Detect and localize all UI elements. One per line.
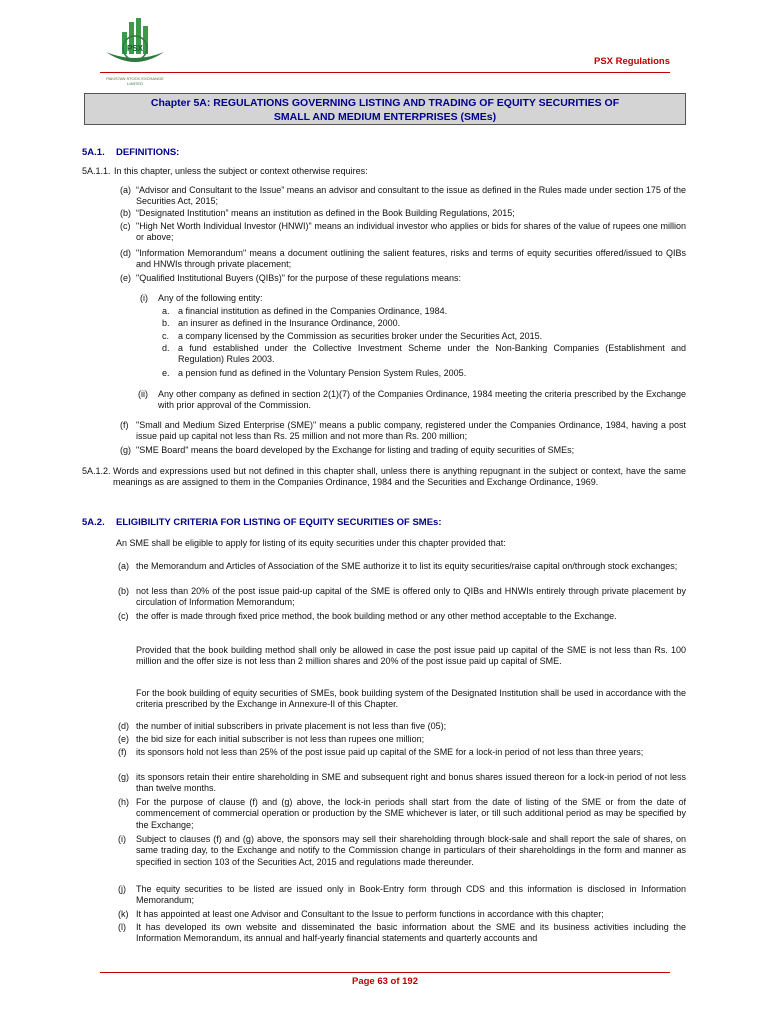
definition-item: "Information Memorandum" means a document outlining the salient features, risks and terms of equity securities offered/issued to QIBs and HNWIs through private placement;: [136, 248, 686, 270]
section-number: 5A.1.: [82, 147, 105, 158]
list-marker: (e): [120, 273, 131, 283]
clause-number: 5A.1.2.: [82, 466, 111, 476]
chapter-title-line2: SMALL AND MEDIUM ENTERPRISES (SMEs): [273, 111, 497, 123]
header-divider: [100, 72, 670, 73]
list-marker: (i): [140, 293, 148, 303]
list-marker: (a): [120, 185, 131, 195]
criteria-item: It has appointed at least one Advisor and Consultant to the Issue to perform functions in accordance with this chapter;: [136, 909, 604, 919]
list-marker: (ii): [138, 389, 148, 399]
list-marker: (a): [118, 561, 129, 571]
definition-item: "Qualified Institutional Buyers (QIBs)" for the purpose of these regulations means:: [136, 273, 462, 283]
criteria-item: It has developed its own website and disseminated the basic information about the SME and its business activities including the Information Memorandum, its annual and half-yearly financial statements and quarterly accounts and: [136, 922, 686, 944]
section-intro: An SME shall be eligible to apply for listing of its equity securities under this chapter provided that:: [116, 538, 506, 548]
list-marker: (k): [118, 909, 129, 919]
proviso-paragraph: For the book building of equity securities of SMEs, book building system of the Designated Institution shall be used in accordance with the criteria prescribed by the Exchange in Annexure-II of this Chapter.: [136, 688, 686, 710]
list-marker: (l): [118, 922, 126, 932]
criteria-item: Subject to clauses (f) and (g) above, the sponsors may sell their shareholding through block-sale and shall report the sale of shares, on same trading day, to the Exchange and notify to the Commission change in particulars of their shareholdings in the form and manner as specified in section 103 of the Securities Act, 2015 and regulations made thereunder.: [136, 834, 686, 867]
list-marker: (c): [120, 221, 131, 231]
criteria-item: the number of initial subscribers in private placement is not less than five (05);: [136, 721, 447, 731]
list-marker: (d): [118, 721, 129, 731]
criteria-item: its sponsors retain their entire shareholding in SME and subsequent right and bonus shares issued thereon for a lock-in period of not less than twelve months.: [136, 772, 686, 794]
criteria-item: The equity securities to be listed are issued only in Book-Entry form through CDS and this information is disclosed in Information Memorandum;: [136, 884, 686, 906]
list-marker: d.: [162, 343, 170, 353]
definition-item: "Small and Medium Sized Enterprise (SME)" means a public company, registered under the Companies Ordinance, 1984, having a post issue paid up capital not less than Rs. 25 million and not more than Rs. 200 million;: [136, 420, 686, 442]
criteria-item: its sponsors hold not less than 25% of the post issue paid up capital of the SME for a lock-in period of not less than three years;: [136, 747, 644, 757]
list-marker: c.: [162, 331, 170, 341]
entity-item: a pension fund as defined in the Voluntary Pension System Rules, 2005.: [178, 368, 467, 378]
list-marker: (f): [118, 747, 127, 757]
criteria-item: the offer is made through fixed price method, the book building method or any other method acceptable to the Exchange.: [136, 611, 617, 621]
list-marker: e.: [162, 368, 170, 378]
entity-item: a financial institution as defined in the Companies Ordinance, 1984.: [178, 306, 448, 316]
list-marker: b.: [162, 318, 170, 328]
definition-item: “Designated Institution” means an institution as defined in the Book Building Regulations, 2015;: [136, 208, 515, 218]
clause-number: 5A.1.1.: [82, 166, 111, 176]
psx-logo: [100, 14, 170, 76]
list-marker: (j): [118, 884, 126, 894]
list-marker: (g): [120, 445, 131, 455]
list-marker: (g): [118, 772, 129, 782]
list-marker: (i): [118, 834, 126, 844]
list-marker: (e): [118, 734, 129, 744]
section-title: ELIGIBILITY CRITERIA FOR LISTING OF EQUITY SECURITIES OF SMEs:: [116, 517, 442, 528]
page-number: Page 63 of 192: [351, 976, 418, 987]
entity-item: an insurer as defined in the Insurance Ordinance, 2000.: [178, 318, 401, 328]
clause-text: In this chapter, unless the subject or context otherwise requires:: [114, 166, 368, 176]
criteria-item: the bid size for each initial subscriber is not less than rupees one million;: [136, 734, 425, 744]
definition-item: "SME Board" means the board developed by the Exchange for listing and trading of equity securities of SMEs;: [136, 445, 575, 455]
chapter-title: [84, 93, 686, 125]
list-marker: (d): [120, 248, 131, 258]
criteria-item: For the purpose of clause (f) and (g) above, the lock-in periods shall start from the date of listing of the SME or from the date of commencement of commercial operation or production by the SME whichever is later, or till such additional period as may be specified by the Exchange;: [136, 797, 686, 830]
proviso-paragraph: Provided that the book building method shall only be allowed in case the post issue paid up capital of the SME is not less than Rs. 100 million and the offer size is not less than 2 million shares and 20% of the post issue paid up capital of SME.: [136, 645, 686, 667]
list-marker: a.: [162, 306, 170, 316]
header-title: PSX Regulations: [593, 56, 670, 67]
section-number: 5A.2.: [82, 517, 105, 528]
definition-item: "High Net Worth Individual Investor (HNWI)" means an individual investor who applies or bids for shares of the value of rupees one million or above;: [136, 221, 686, 243]
list-marker: (f): [120, 420, 129, 430]
list-marker: (h): [118, 797, 129, 807]
section-title: DEFINITIONS:: [116, 147, 180, 158]
criteria-item: the Memorandum and Articles of Association of the SME authorize it to list its equity securities/raise capital on/through stock exchanges;: [136, 561, 678, 571]
list-marker: (c): [118, 611, 129, 621]
entity-item: a fund established under the Collective Investment Scheme under the Non-Banking Companies (Establishment and Regulation) Rules 2003.: [178, 343, 686, 365]
footer-divider: [100, 972, 670, 973]
chapter-title-line1: Chapter 5A: REGULATIONS GOVERNING LISTING AND TRADING OF EQUITY SECURITIES OF: [150, 97, 620, 109]
list-marker: (b): [120, 208, 131, 218]
list-marker: (b): [118, 586, 129, 596]
criteria-item: not less than 20% of the post issue paid-up capital of the SME is offered only to QIBs and HNWIs entirely through private placement by circulation of Information Memorandum;: [136, 586, 686, 608]
entity-item: a company licensed by the Commission as securities broker under the Securities Act, 2015.: [178, 331, 543, 341]
sub-item: Any of the following entity:: [158, 293, 263, 303]
sub-item: Any other company as defined in section 2(1)(7) of the Companies Ordinance, 1984 meeting the criteria prescribed by the Exchange with prior approval of the Commission.: [158, 389, 686, 411]
svg-text:PSX: PSX: [126, 44, 144, 53]
logo-subtext: PAKISTAN STOCK EXCHANGE LIMITED: [106, 76, 164, 86]
definition-item: “Advisor and Consultant to the Issue” means an advisor and consultant to the issue as defined in the Rules made under section 175 of the Securities Act, 2015;: [136, 185, 686, 207]
clause-text: Words and expressions used but not defined in this chapter shall, unless there is anything repugnant in the subject or context, have the same meanings as are assigned to them in the Companies Ordinance, 1984 and the Securities and Exchange Ordinance, 1969.: [113, 466, 686, 488]
